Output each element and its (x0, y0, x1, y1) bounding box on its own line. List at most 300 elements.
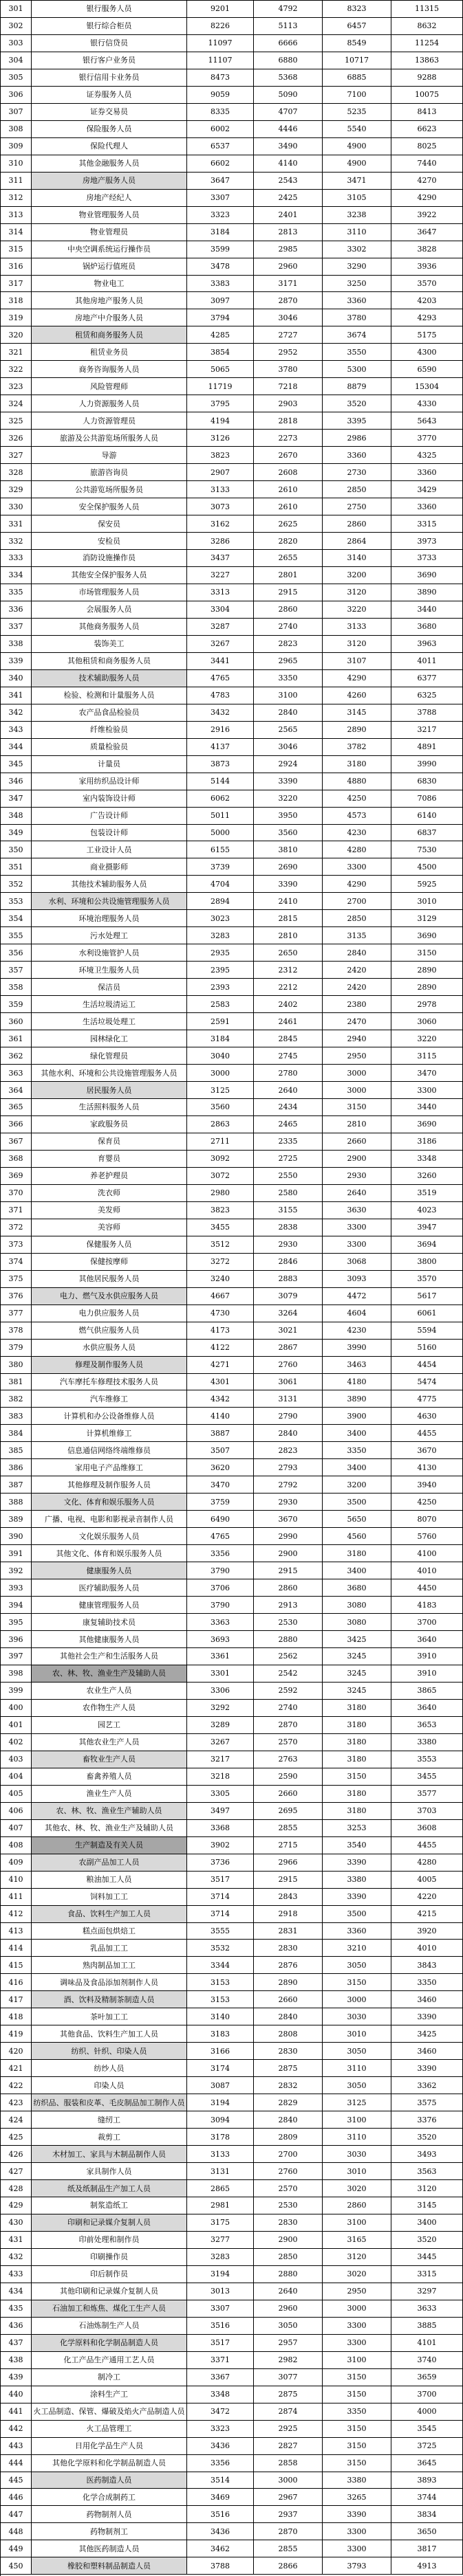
value-cell-3: 3110 (323, 2060, 391, 2077)
value-cell-3: 3265 (323, 2489, 391, 2506)
row-number: 363 (1, 1065, 32, 1082)
row-number: 358 (1, 979, 32, 996)
value-cell-4: 5925 (391, 876, 463, 893)
value-cell-4: 3429 (391, 481, 463, 498)
value-cell-1: 4285 (187, 326, 254, 344)
occupation-name: 印刷操作员 (32, 2249, 187, 2266)
value-cell-2: 2745 (254, 1047, 323, 1065)
table-row (1, 996, 463, 1013)
value-cell-4: 3150 (391, 944, 463, 962)
value-cell-2: 2855 (254, 1820, 323, 1837)
table-row (1, 1717, 463, 1734)
value-cell-2: 2960 (254, 258, 323, 276)
value-cell-3: 2640 (323, 1185, 391, 1202)
table-row (1, 2129, 463, 2146)
value-cell-1: 6490 (187, 1511, 254, 1528)
occupation-name: 保健按摩师 (32, 1254, 187, 1271)
value-cell-2: 2810 (254, 927, 323, 944)
occupation-name: 其他文化、体育和娱乐服务人员 (32, 1545, 187, 1562)
value-cell-4: 3653 (391, 1717, 463, 1734)
table-row (1, 1528, 463, 1545)
table-row (1, 1168, 463, 1185)
table-row (1, 1099, 463, 1116)
table-row (1, 2232, 463, 2249)
occupation-name: 农业生产人员 (32, 1683, 187, 1700)
value-cell-3: 3010 (323, 2025, 391, 2043)
row-number: 391 (1, 1545, 32, 1562)
value-cell-2: 2760 (254, 2163, 323, 2180)
value-cell-1: 3240 (187, 1271, 254, 1288)
table-row (1, 2506, 463, 2523)
value-cell-4: 11254 (391, 35, 463, 52)
row-number: 372 (1, 1219, 32, 1236)
value-cell-2: 2875 (254, 2386, 323, 2403)
table-row (1, 2214, 463, 2232)
value-cell-1: 4783 (187, 687, 254, 704)
value-cell-4: 2890 (391, 979, 463, 996)
row-number: 379 (1, 1340, 32, 1357)
value-cell-3: 3780 (323, 309, 391, 326)
table-row (1, 1236, 463, 1254)
value-cell-2: 2843 (254, 1889, 323, 1906)
value-cell-4: 3700 (391, 1614, 463, 1631)
row-number: 377 (1, 1305, 32, 1322)
row-number: 409 (1, 1854, 32, 1872)
row-number: 345 (1, 756, 32, 773)
value-cell-3: 3000 (323, 2300, 391, 2318)
value-cell-2: 2461 (254, 1013, 323, 1030)
value-cell-3: 4180 (323, 1374, 391, 1391)
value-cell-4: 4220 (391, 1889, 463, 1906)
value-cell-2: 7218 (254, 378, 323, 395)
value-cell-1: 3133 (187, 481, 254, 498)
value-cell-2: 2608 (254, 464, 323, 481)
value-cell-2: 2840 (254, 2111, 323, 2129)
value-cell-4: 3380 (391, 1734, 463, 1751)
occupation-name: 水利、环境和公共设施管理服务人员 (32, 893, 187, 910)
row-number: 397 (1, 1648, 32, 1665)
value-cell-3: 3150 (323, 2455, 391, 2472)
value-cell-1: 4765 (187, 670, 254, 687)
value-cell-2: 3810 (254, 841, 323, 858)
table-row (1, 1254, 463, 1271)
table-row (1, 1837, 463, 1854)
value-cell-1: 3790 (187, 1597, 254, 1614)
value-cell-3: 3050 (323, 2043, 391, 2060)
table-row (1, 2146, 463, 2163)
value-cell-1: 2865 (187, 2180, 254, 2197)
occupation-name: 市场管理服务人员 (32, 584, 187, 601)
value-cell-4: 3800 (391, 1254, 463, 1271)
value-cell-3: 3220 (323, 601, 391, 619)
value-cell-2: 2915 (254, 584, 323, 601)
row-number: 344 (1, 739, 32, 756)
occupation-name: 保育员 (32, 1133, 187, 1151)
value-cell-1: 3267 (187, 1734, 254, 1751)
value-cell-2: 5368 (254, 69, 323, 87)
value-cell-2: 3390 (254, 876, 323, 893)
table-row (1, 1476, 463, 1494)
value-cell-4: 3990 (391, 756, 463, 773)
value-cell-3: 3300 (323, 1219, 391, 1236)
value-cell-4: 3680 (391, 619, 463, 636)
value-cell-2: 2900 (254, 1545, 323, 1562)
value-cell-3: 3540 (323, 1837, 391, 1854)
value-cell-4: 3690 (391, 1116, 463, 1133)
occupation-name: 银行客户业务员 (32, 52, 187, 69)
table-row (1, 2335, 463, 2352)
row-number: 429 (1, 2197, 32, 2214)
value-cell-4: 5617 (391, 1288, 463, 1305)
row-number: 416 (1, 1974, 32, 1991)
value-cell-3: 3150 (323, 1768, 391, 1786)
value-cell-1: 2591 (187, 1013, 254, 1030)
value-cell-3: 3250 (323, 276, 391, 293)
value-cell-1: 3227 (187, 567, 254, 584)
value-cell-3: 3290 (323, 258, 391, 276)
table-row (1, 1, 463, 18)
value-cell-4: 8632 (391, 18, 463, 35)
value-cell-3: 3210 (323, 1940, 391, 1957)
value-cell-3: 3000 (323, 1991, 391, 2008)
occupation-name: 人力资源服务人员 (32, 395, 187, 412)
value-cell-4: 3440 (391, 1099, 463, 1116)
row-number: 342 (1, 704, 32, 722)
value-cell-2: 2903 (254, 395, 323, 412)
row-number: 304 (1, 52, 32, 69)
occupation-name: 修理及制作服务人员 (32, 1357, 187, 1374)
row-number: 427 (1, 2163, 32, 2180)
row-number: 395 (1, 1614, 32, 1631)
value-cell-2: 2610 (254, 481, 323, 498)
row-number: 349 (1, 825, 32, 842)
row-number: 328 (1, 464, 32, 481)
value-cell-3: 3125 (323, 2094, 391, 2111)
table-row (1, 1906, 463, 1923)
value-cell-3: 3793 (323, 2557, 391, 2575)
value-cell-2: 2580 (254, 1185, 323, 1202)
row-number: 376 (1, 1288, 32, 1305)
value-cell-1: 3823 (187, 447, 254, 464)
row-number: 373 (1, 1236, 32, 1254)
value-cell-2: 5113 (254, 18, 323, 35)
value-cell-3: 3050 (323, 1957, 391, 1974)
value-cell-4: 3553 (391, 1751, 463, 1768)
value-cell-3: 2380 (323, 996, 391, 1013)
occupation-name: 橡胶和塑料制品制造人员 (32, 2557, 187, 2575)
value-cell-3: 3180 (323, 1786, 391, 1803)
value-cell-1: 3356 (187, 1545, 254, 1562)
occupation-name: 食品、饮料生产加工人员 (32, 1906, 187, 1923)
value-cell-1: 3706 (187, 1579, 254, 1597)
value-cell-4: 4250 (391, 1494, 463, 1511)
value-cell-2: 4140 (254, 155, 323, 173)
value-cell-3: 5650 (323, 1511, 391, 1528)
row-number: 343 (1, 722, 32, 739)
value-cell-4: 6623 (391, 121, 463, 138)
value-cell-1: 3218 (187, 1768, 254, 1786)
value-cell-1: 3153 (187, 1991, 254, 2008)
table-row (1, 447, 463, 464)
value-cell-2: 2625 (254, 515, 323, 533)
value-cell-3: 4230 (323, 825, 391, 842)
occupation-name: 健康服务人员 (32, 1562, 187, 1579)
value-cell-1: 2863 (187, 1116, 254, 1133)
occupation-name: 其他商务服务人员 (32, 619, 187, 636)
table-row (1, 138, 463, 155)
row-number: 366 (1, 1116, 32, 1133)
value-cell-1: 9201 (187, 1, 254, 18)
value-cell-4: 3575 (391, 2094, 463, 2111)
value-cell-4: 4325 (391, 447, 463, 464)
value-cell-2: 2725 (254, 1151, 323, 1168)
value-cell-4: 3885 (391, 2318, 463, 2335)
value-cell-4: 3650 (391, 2523, 463, 2540)
table-row (1, 1065, 463, 1082)
row-number: 327 (1, 447, 32, 464)
row-number: 403 (1, 1751, 32, 1768)
value-cell-3: 2860 (323, 2197, 391, 2214)
row-number: 436 (1, 2318, 32, 2335)
occupation-name: 保健服务人员 (32, 1236, 187, 1254)
occupation-name: 证券交易员 (32, 104, 187, 121)
value-cell-4: 3217 (391, 722, 463, 739)
occupation-name: 制浆造纸工 (32, 2197, 187, 2214)
value-cell-4: 3010 (391, 893, 463, 910)
table-row (1, 962, 463, 979)
value-cell-1: 5000 (187, 825, 254, 842)
occupation-name: 其他安全保护服务人员 (32, 567, 187, 584)
value-cell-2: 2695 (254, 1803, 323, 1820)
row-number: 432 (1, 2249, 32, 2266)
occupation-name: 裁剪工 (32, 2129, 187, 2146)
row-number: 437 (1, 2335, 32, 2352)
value-cell-2: 2870 (254, 1717, 323, 1734)
value-cell-4: 3947 (391, 1219, 463, 1236)
occupation-name: 其他农业生产人员 (32, 1734, 187, 1751)
value-cell-3: 2950 (323, 2283, 391, 2300)
row-number: 301 (1, 1, 32, 18)
row-number: 439 (1, 2369, 32, 2386)
value-cell-3: 10717 (323, 52, 391, 69)
value-cell-3: 3110 (323, 224, 391, 241)
value-cell-4: 6830 (391, 773, 463, 790)
value-cell-4: 3690 (391, 927, 463, 944)
occupation-name: 人力资源管理员 (32, 412, 187, 430)
value-cell-2: 2858 (254, 2455, 323, 2472)
value-cell-3: 3245 (323, 1683, 391, 1700)
value-cell-3: 8549 (323, 35, 391, 52)
row-number: 314 (1, 224, 32, 241)
table-row (1, 2077, 463, 2094)
value-cell-4: 3828 (391, 241, 463, 258)
value-cell-4: 4130 (391, 1459, 463, 1476)
occupation-name: 茶叶加工工 (32, 2008, 187, 2025)
value-cell-2: 2660 (254, 1991, 323, 2008)
value-cell-1: 3432 (187, 704, 254, 722)
value-cell-3: 3302 (323, 241, 391, 258)
occupation-name: 养老护理员 (32, 1168, 187, 1185)
value-cell-3: 3080 (323, 1614, 391, 1631)
table-row (1, 2318, 463, 2335)
occupation-name: 调味品及食品添加剂制作人员 (32, 1974, 187, 1991)
occupation-name: 燃气供应服务人员 (32, 1322, 187, 1340)
value-cell-1: 3073 (187, 498, 254, 515)
value-cell-3: 3180 (323, 756, 391, 773)
value-cell-1: 3555 (187, 1923, 254, 1940)
table-row (1, 2111, 463, 2129)
table-row (1, 670, 463, 687)
table-row (1, 550, 463, 567)
row-number: 350 (1, 841, 32, 858)
table-row (1, 1786, 463, 1803)
value-cell-1: 2711 (187, 1133, 254, 1151)
value-cell-4: 3445 (391, 2249, 463, 2266)
value-cell-2: 2840 (254, 2008, 323, 2025)
row-number: 411 (1, 1889, 32, 1906)
table-row (1, 1185, 463, 1202)
occupation-name: 环境卫生服务人员 (32, 962, 187, 979)
value-cell-2: 2425 (254, 190, 323, 207)
table-row (1, 87, 463, 104)
value-cell-3: 3300 (323, 1236, 391, 1254)
value-cell-4: 4450 (391, 1579, 463, 1597)
value-cell-2: 2760 (254, 1357, 323, 1374)
occupation-name: 化学原料和化学制品制造人员 (32, 2335, 187, 2352)
value-cell-4: 3865 (391, 1683, 463, 1700)
occupation-name: 其他食品、饮料生产加工人员 (32, 2025, 187, 2043)
value-cell-1: 6155 (187, 841, 254, 858)
value-cell-4: 3647 (391, 224, 463, 241)
row-number: 442 (1, 2421, 32, 2438)
value-cell-1: 2395 (187, 962, 254, 979)
occupation-name: 医疗辅助服务人员 (32, 1579, 187, 1597)
table-row (1, 378, 463, 395)
table-row (1, 910, 463, 927)
row-number: 438 (1, 2352, 32, 2369)
value-cell-2: 2740 (254, 619, 323, 636)
occupation-name: 火工品制造、保管、爆破及焰火产品制造人员 (32, 2403, 187, 2421)
value-cell-4: 3350 (391, 1974, 463, 1991)
value-cell-4: 3733 (391, 550, 463, 567)
occupation-name: 饲料加工工 (32, 1889, 187, 1906)
value-cell-2: 2592 (254, 1683, 323, 1700)
value-cell-4: 5643 (391, 412, 463, 430)
occupation-name: 物业电工 (32, 276, 187, 293)
row-number: 425 (1, 2129, 32, 2146)
value-cell-1: 3175 (187, 2214, 254, 2232)
value-cell-2: 2830 (254, 2043, 323, 2060)
value-cell-4: 3570 (391, 276, 463, 293)
table-row (1, 2421, 463, 2438)
table-row (1, 224, 463, 241)
value-cell-2: 2952 (254, 344, 323, 361)
value-cell-4: 5175 (391, 326, 463, 344)
value-cell-1: 3286 (187, 533, 254, 550)
value-cell-1: 3194 (187, 2266, 254, 2283)
value-cell-4: 6061 (391, 1305, 463, 1322)
value-cell-4: 3115 (391, 1047, 463, 1065)
value-cell-4: 3770 (391, 430, 463, 447)
value-cell-2: 4707 (254, 104, 323, 121)
table-row (1, 636, 463, 653)
value-cell-3: 3390 (323, 1889, 391, 1906)
row-number: 406 (1, 1803, 32, 1820)
value-cell-1: 3087 (187, 2077, 254, 2094)
value-cell-2: 2565 (254, 722, 323, 739)
value-cell-4: 3425 (391, 2025, 463, 2043)
row-number: 348 (1, 808, 32, 825)
value-cell-4: 3520 (391, 2232, 463, 2249)
table-row (1, 1408, 463, 1425)
value-cell-3: 3145 (323, 704, 391, 722)
value-cell-4: 3645 (391, 2455, 463, 2472)
occupation-name: 保险代理人 (32, 138, 187, 155)
value-cell-2: 2890 (254, 1974, 323, 1991)
value-cell-1: 2916 (187, 722, 254, 739)
value-cell-1: 3620 (187, 1459, 254, 1476)
value-cell-2: 2937 (254, 2506, 323, 2523)
value-cell-1: 3599 (187, 241, 254, 258)
row-number: 414 (1, 1940, 32, 1957)
value-cell-4: 4215 (391, 1906, 463, 1923)
value-cell-4: 3890 (391, 584, 463, 601)
value-cell-4: 3936 (391, 258, 463, 276)
row-number: 353 (1, 893, 32, 910)
value-cell-3: 4280 (323, 841, 391, 858)
value-cell-4: 3963 (391, 636, 463, 653)
row-number: 410 (1, 1872, 32, 1889)
row-number: 431 (1, 2232, 32, 2249)
value-cell-4: 8413 (391, 104, 463, 121)
value-cell-3: 3180 (323, 1545, 391, 1562)
value-cell-3: 3110 (323, 2129, 391, 2146)
occupation-name: 石油加工和炼焦、煤化工生产人员 (32, 2300, 187, 2318)
row-number: 440 (1, 2386, 32, 2403)
value-cell-4: 7086 (391, 790, 463, 808)
row-number: 355 (1, 927, 32, 944)
occupation-name: 旅游及公共游览场所服务人员 (32, 430, 187, 447)
value-cell-1: 4173 (187, 1322, 254, 1340)
value-cell-1: 3133 (187, 2146, 254, 2163)
row-number: 312 (1, 190, 32, 207)
value-cell-4: 3145 (391, 2197, 463, 2214)
value-cell-4: 4290 (391, 190, 463, 207)
table-row (1, 1013, 463, 1030)
row-number: 334 (1, 567, 32, 584)
value-cell-3: 3245 (323, 1648, 391, 1665)
table-row (1, 1734, 463, 1751)
table-row (1, 412, 463, 430)
value-cell-3: 3300 (323, 2335, 391, 2352)
value-cell-1: 4122 (187, 1340, 254, 1357)
value-cell-1: 3131 (187, 2163, 254, 2180)
value-cell-4: 4005 (391, 1872, 463, 1889)
occupation-name: 工业设计人员 (32, 841, 187, 858)
value-cell-2: 2831 (254, 1923, 323, 1940)
table-row (1, 1151, 463, 1168)
row-number: 365 (1, 1099, 32, 1116)
value-cell-2: 3950 (254, 808, 323, 825)
value-cell-4: 3940 (391, 1476, 463, 1494)
occupation-name: 室内装饰设计师 (32, 790, 187, 808)
value-cell-2: 2818 (254, 412, 323, 430)
value-cell-1: 3306 (187, 1683, 254, 1700)
value-cell-3: 3360 (323, 1923, 391, 1940)
value-cell-4: 11315 (391, 1, 463, 18)
value-cell-3: 4573 (323, 808, 391, 825)
row-number: 435 (1, 2300, 32, 2318)
